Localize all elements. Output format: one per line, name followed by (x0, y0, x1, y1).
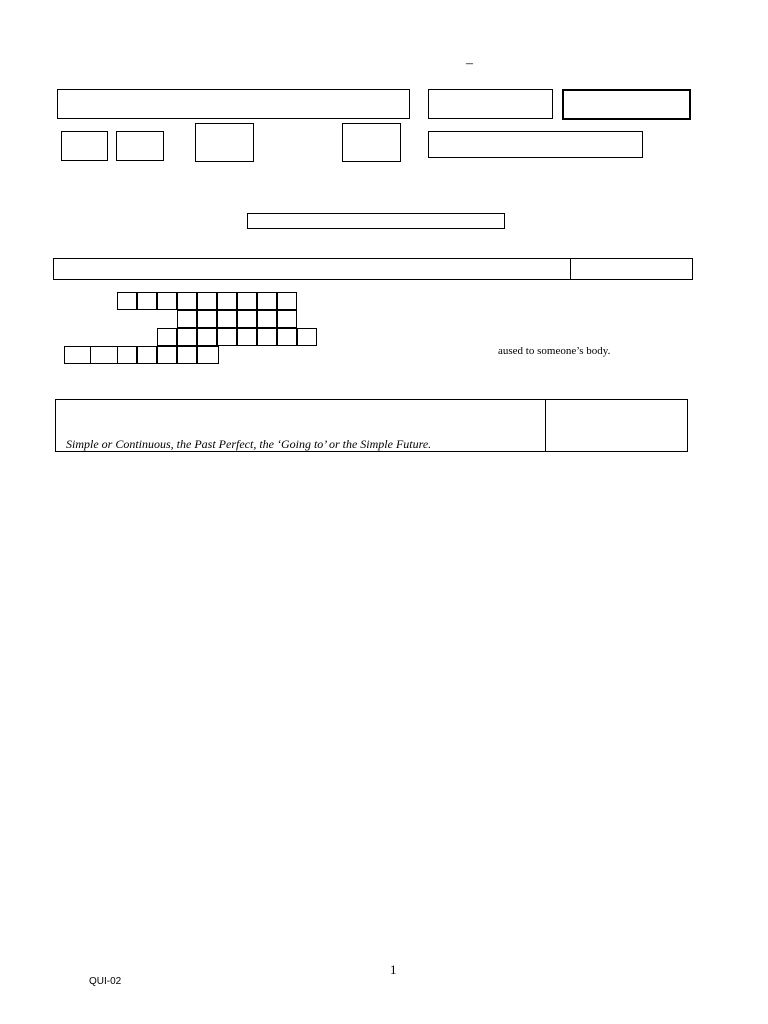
date-field[interactable] (428, 131, 643, 158)
crossword-cell[interactable] (217, 292, 237, 310)
crossword-cell[interactable] (64, 346, 91, 364)
title-bar (247, 213, 505, 229)
crossword-cell[interactable] (237, 292, 257, 310)
crossword-cell[interactable] (257, 310, 277, 328)
header-dash: – (466, 56, 473, 71)
section-heading-box (53, 258, 571, 280)
instruction-text: Simple or Continuous, the Past Perfect, the ‘Going to’ or the Simple Future. (66, 437, 432, 451)
crossword-cell[interactable] (177, 310, 197, 328)
crossword-cell[interactable] (237, 328, 257, 346)
crossword-cell[interactable] (257, 328, 277, 346)
number-field-3[interactable] (195, 123, 254, 162)
crossword-cell[interactable] (197, 292, 217, 310)
crossword-cell[interactable] (177, 346, 197, 364)
crossword-cell[interactable] (137, 346, 157, 364)
crossword-cell[interactable] (217, 328, 237, 346)
crossword-clue: aused to someone’s body. (498, 345, 611, 357)
crossword-cell[interactable] (237, 310, 257, 328)
grade-field[interactable] (562, 89, 691, 120)
crossword-cell[interactable] (117, 292, 137, 310)
crossword-cell[interactable] (157, 292, 177, 310)
crossword-cell[interactable] (277, 310, 297, 328)
crossword-cell[interactable] (90, 346, 118, 364)
number-field-4[interactable] (342, 123, 401, 162)
crossword-cell[interactable] (197, 328, 217, 346)
section-score-box[interactable] (570, 258, 693, 280)
crossword-cell[interactable] (177, 292, 197, 310)
doc-code: QUI-02 (89, 976, 122, 987)
crossword-cell[interactable] (157, 346, 177, 364)
crossword-cell[interactable] (197, 346, 219, 364)
crossword-cell[interactable] (177, 328, 197, 346)
crossword-cell[interactable] (117, 346, 137, 364)
instruction-score-box[interactable] (545, 399, 688, 452)
crossword-cell[interactable] (277, 292, 297, 310)
number-field-1[interactable] (61, 131, 108, 161)
crossword-cell[interactable] (137, 292, 157, 310)
page-number: 1 (390, 962, 397, 977)
crossword-cell[interactable] (277, 328, 297, 346)
name-field[interactable] (57, 89, 410, 119)
crossword-cell[interactable] (157, 328, 177, 346)
crossword-cell[interactable] (217, 310, 237, 328)
crossword-cell[interactable] (297, 328, 317, 346)
crossword-cell[interactable] (197, 310, 217, 328)
class-field[interactable] (428, 89, 553, 119)
crossword-cell[interactable] (257, 292, 277, 310)
number-field-2[interactable] (116, 131, 164, 161)
